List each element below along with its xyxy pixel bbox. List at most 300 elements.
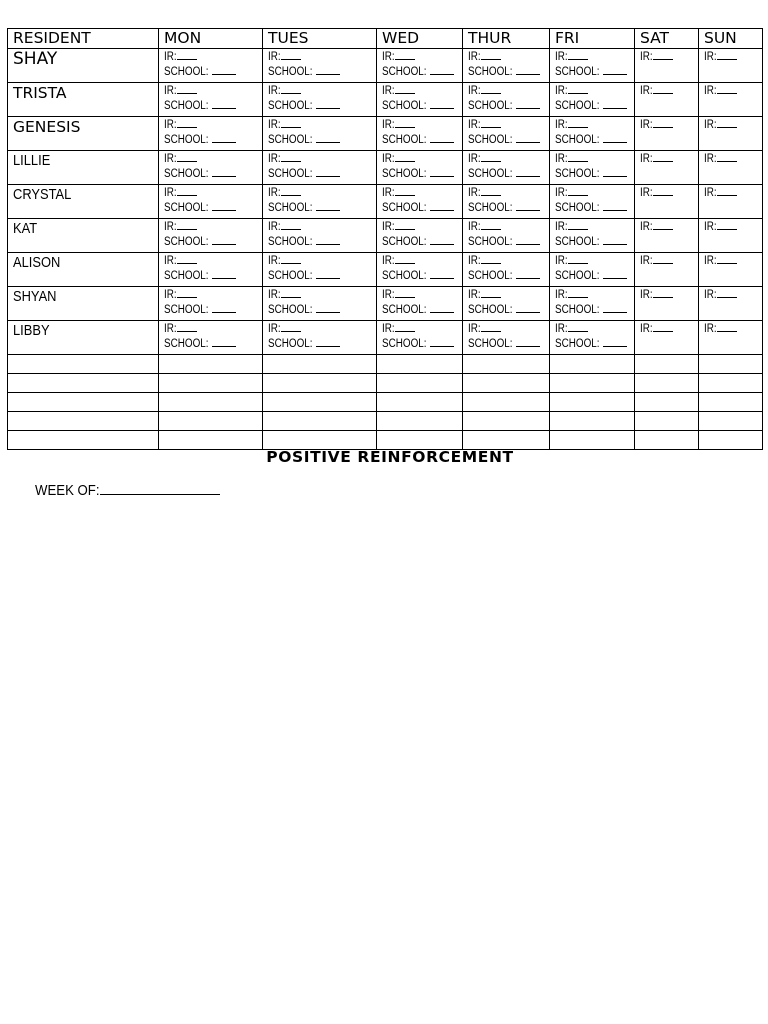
- ir-blank-line[interactable]: [653, 83, 673, 94]
- school-blank-line[interactable]: [212, 200, 236, 211]
- ir-blank-line[interactable]: [481, 151, 501, 162]
- ir-blank-line[interactable]: [395, 117, 415, 128]
- ir-field: [382, 253, 462, 268]
- ir-label: IR:: [164, 221, 177, 233]
- ir-blank-line[interactable]: [281, 253, 301, 264]
- school-blank-line[interactable]: [603, 302, 627, 313]
- school-field: [382, 200, 462, 215]
- day-cell-fri: [550, 83, 635, 117]
- school-blank-line[interactable]: [430, 98, 454, 109]
- ir-label: IR:: [704, 85, 717, 97]
- blank-cell[interactable]: [263, 431, 377, 450]
- school-blank-line[interactable]: [316, 64, 340, 75]
- school-blank-line[interactable]: [516, 268, 540, 279]
- ir-blank-line[interactable]: [568, 219, 588, 230]
- day-cell-tues: [263, 253, 377, 287]
- ir-field: [704, 185, 762, 200]
- day-cell-sun: [699, 253, 763, 287]
- school-field: [468, 268, 549, 283]
- blank-cell[interactable]: [377, 374, 463, 393]
- resident-name: SHAY: [13, 49, 58, 69]
- ir-blank-line[interactable]: [395, 219, 415, 230]
- ir-field: [164, 287, 262, 302]
- day-cell-sat: [635, 151, 699, 185]
- ir-field: [268, 219, 376, 234]
- ir-label: IR:: [555, 255, 568, 267]
- ir-blank-line[interactable]: [717, 253, 737, 264]
- school-blank-line[interactable]: [316, 302, 340, 313]
- ir-field: [468, 321, 549, 336]
- ir-label: IR:: [704, 323, 717, 335]
- ir-blank-line[interactable]: [481, 83, 501, 94]
- school-blank-line[interactable]: [430, 166, 454, 177]
- day-cell-sun: [699, 117, 763, 151]
- blank-cell[interactable]: [550, 355, 635, 374]
- ir-blank-line[interactable]: [481, 117, 501, 128]
- resident-name: KAT: [13, 220, 38, 237]
- ir-label: IR:: [555, 119, 568, 131]
- blank-cell[interactable]: [463, 393, 550, 412]
- ir-blank-line[interactable]: [568, 117, 588, 128]
- day-cell-sat: [635, 117, 699, 151]
- blank-row: [8, 374, 763, 393]
- school-blank-line[interactable]: [516, 98, 540, 109]
- ir-blank-line[interactable]: [281, 287, 301, 298]
- school-blank-line[interactable]: [516, 234, 540, 245]
- ir-field: [555, 49, 634, 64]
- school-field: [164, 336, 262, 351]
- ir-field: [382, 49, 462, 64]
- ir-field: [382, 185, 462, 200]
- blank-cell[interactable]: [377, 355, 463, 374]
- blank-cell[interactable]: [699, 431, 763, 450]
- blank-cell[interactable]: [159, 393, 263, 412]
- resident-name: SHYAN: [13, 288, 57, 305]
- resident-name-cell: [8, 117, 159, 151]
- day-cell-sat: [635, 185, 699, 219]
- school-blank-line[interactable]: [430, 234, 454, 245]
- day-cell-wed: [377, 117, 463, 151]
- ir-blank-line[interactable]: [177, 151, 197, 162]
- school-blank-line[interactable]: [516, 302, 540, 313]
- ir-blank-line[interactable]: [717, 219, 737, 230]
- table-row: [8, 287, 763, 321]
- day-cell-tues: [263, 83, 377, 117]
- ir-blank-line[interactable]: [481, 219, 501, 230]
- school-blank-line[interactable]: [316, 166, 340, 177]
- school-blank-line[interactable]: [212, 166, 236, 177]
- school-blank-line[interactable]: [212, 234, 236, 245]
- day-cell-fri: [550, 185, 635, 219]
- school-blank-line[interactable]: [603, 234, 627, 245]
- blank-cell[interactable]: [699, 412, 763, 431]
- school-field: [268, 132, 376, 147]
- ir-field: [704, 219, 762, 234]
- ir-blank-line[interactable]: [481, 287, 501, 298]
- school-label: SCHOOL:: [164, 168, 209, 180]
- day-cell-wed: [377, 321, 463, 355]
- column-header-sat: SAT: [635, 29, 699, 49]
- day-cell-fri: [550, 151, 635, 185]
- ir-blank-line[interactable]: [177, 49, 197, 60]
- school-field: [164, 302, 262, 317]
- blank-cell[interactable]: [8, 393, 159, 412]
- blank-cell[interactable]: [159, 355, 263, 374]
- school-blank-line[interactable]: [212, 98, 236, 109]
- blank-cell[interactable]: [550, 393, 635, 412]
- school-label: SCHOOL:: [268, 304, 313, 316]
- school-field: [164, 166, 262, 181]
- ir-blank-line[interactable]: [717, 49, 737, 60]
- ir-blank-line[interactable]: [481, 185, 501, 196]
- ir-blank-line[interactable]: [177, 117, 197, 128]
- ir-blank-line[interactable]: [653, 185, 673, 196]
- blank-cell[interactable]: [550, 374, 635, 393]
- ir-blank-line[interactable]: [395, 253, 415, 264]
- ir-blank-line[interactable]: [717, 83, 737, 94]
- blank-cell[interactable]: [635, 431, 699, 450]
- ir-label: IR:: [555, 187, 568, 199]
- ir-field: [268, 287, 376, 302]
- blank-cell[interactable]: [8, 431, 159, 450]
- ir-label: IR:: [268, 85, 281, 97]
- school-blank-line[interactable]: [212, 302, 236, 313]
- school-blank-line[interactable]: [212, 64, 236, 75]
- school-blank-line[interactable]: [430, 132, 454, 143]
- school-blank-line[interactable]: [603, 64, 627, 75]
- ir-blank-line[interactable]: [395, 49, 415, 60]
- ir-blank-line[interactable]: [395, 151, 415, 162]
- school-field: [268, 200, 376, 215]
- school-blank-line[interactable]: [316, 132, 340, 143]
- school-label: SCHOOL:: [468, 100, 513, 112]
- blank-cell[interactable]: [159, 431, 263, 450]
- ir-blank-line[interactable]: [653, 253, 673, 264]
- day-cell-thur: [463, 287, 550, 321]
- day-cell-tues: [263, 287, 377, 321]
- ir-blank-line[interactable]: [653, 219, 673, 230]
- ir-field: [640, 151, 698, 166]
- ir-label: IR:: [640, 187, 653, 199]
- school-blank-line[interactable]: [603, 268, 627, 279]
- ir-blank-line[interactable]: [281, 117, 301, 128]
- resident-name-cell: [8, 83, 159, 117]
- ir-field: [640, 83, 698, 98]
- ir-label: IR:: [640, 289, 653, 301]
- blank-cell[interactable]: [635, 393, 699, 412]
- ir-label: IR:: [268, 289, 281, 301]
- ir-field: [268, 253, 376, 268]
- blank-cell[interactable]: [635, 374, 699, 393]
- blank-cell[interactable]: [263, 393, 377, 412]
- header-row: [8, 29, 763, 49]
- school-field: [268, 166, 376, 181]
- resident-name-cell: [8, 219, 159, 253]
- school-blank-line[interactable]: [316, 234, 340, 245]
- school-label: SCHOOL:: [468, 270, 513, 282]
- ir-blank-line[interactable]: [177, 219, 197, 230]
- ir-field: [164, 151, 262, 166]
- school-label: SCHOOL:: [268, 134, 313, 146]
- resident-name: ALISON: [13, 254, 61, 271]
- blank-cell[interactable]: [8, 412, 159, 431]
- day-cell-mon: [159, 185, 263, 219]
- ir-blank-line[interactable]: [177, 185, 197, 196]
- ir-blank-line[interactable]: [177, 253, 197, 264]
- ir-blank-line[interactable]: [281, 151, 301, 162]
- blank-cell[interactable]: [159, 412, 263, 431]
- ir-label: IR:: [382, 187, 395, 199]
- day-cell-wed: [377, 49, 463, 83]
- school-blank-line[interactable]: [316, 336, 340, 347]
- ir-field: [640, 185, 698, 200]
- blank-cell[interactable]: [699, 393, 763, 412]
- ir-label: IR:: [382, 289, 395, 301]
- column-header-wed: WED: [377, 29, 463, 49]
- day-cell-thur: [463, 83, 550, 117]
- ir-blank-line[interactable]: [481, 321, 501, 332]
- ir-label: IR:: [468, 323, 481, 335]
- school-label: SCHOOL:: [555, 66, 600, 78]
- school-field: [268, 234, 376, 249]
- school-label: SCHOOL:: [164, 338, 209, 350]
- blank-cell[interactable]: [8, 374, 159, 393]
- ir-field: [555, 151, 634, 166]
- blank-cell[interactable]: [377, 431, 463, 450]
- school-field: [468, 98, 549, 113]
- day-cell-sun: [699, 287, 763, 321]
- blank-cell[interactable]: [463, 431, 550, 450]
- ir-blank-line[interactable]: [281, 321, 301, 332]
- school-blank-line[interactable]: [603, 200, 627, 211]
- ir-label: IR:: [704, 221, 717, 233]
- table-row: [8, 117, 763, 151]
- column-header-thur: THUR: [463, 29, 550, 49]
- day-cell-mon: [159, 117, 263, 151]
- ir-blank-line[interactable]: [717, 117, 737, 128]
- school-label: SCHOOL:: [382, 202, 427, 214]
- ir-blank-line[interactable]: [395, 185, 415, 196]
- ir-blank-line[interactable]: [177, 287, 197, 298]
- ir-blank-line[interactable]: [653, 151, 673, 162]
- school-label: SCHOOL:: [555, 100, 600, 112]
- ir-label: IR:: [382, 153, 395, 165]
- resident-name-cell: [8, 185, 159, 219]
- school-blank-line[interactable]: [430, 64, 454, 75]
- ir-label: IR:: [164, 51, 177, 63]
- ir-label: IR:: [704, 153, 717, 165]
- school-blank-line[interactable]: [316, 200, 340, 211]
- ir-blank-line[interactable]: [568, 253, 588, 264]
- blank-cell[interactable]: [635, 412, 699, 431]
- ir-blank-line[interactable]: [653, 117, 673, 128]
- ir-field: [268, 185, 376, 200]
- ir-field: [704, 287, 762, 302]
- ir-label: IR:: [268, 51, 281, 63]
- blank-cell[interactable]: [263, 355, 377, 374]
- ir-blank-line[interactable]: [568, 83, 588, 94]
- ir-label: IR:: [555, 221, 568, 233]
- table-row: [8, 185, 763, 219]
- school-label: SCHOOL:: [164, 304, 209, 316]
- ir-label: IR:: [382, 323, 395, 335]
- day-cell-mon: [159, 151, 263, 185]
- ir-blank-line[interactable]: [281, 219, 301, 230]
- blank-cell[interactable]: [8, 355, 159, 374]
- ir-field: [640, 321, 698, 336]
- school-field: [468, 64, 549, 79]
- day-cell-thur: [463, 49, 550, 83]
- school-label: SCHOOL:: [468, 168, 513, 180]
- ir-field: [468, 287, 549, 302]
- school-blank-line[interactable]: [430, 302, 454, 313]
- ir-blank-line[interactable]: [281, 49, 301, 60]
- ir-field: [640, 287, 698, 302]
- resident-name: CRYSTAL: [13, 186, 72, 203]
- ir-blank-line[interactable]: [481, 49, 501, 60]
- resident-name-cell: [8, 287, 159, 321]
- school-label: SCHOOL:: [468, 236, 513, 248]
- ir-blank-line[interactable]: [717, 185, 737, 196]
- ir-field: [382, 287, 462, 302]
- blank-cell[interactable]: [159, 374, 263, 393]
- table-row: [8, 49, 763, 83]
- ir-blank-line[interactable]: [653, 287, 673, 298]
- ir-label: IR:: [640, 221, 653, 233]
- school-label: SCHOOL:: [268, 168, 313, 180]
- blank-cell[interactable]: [635, 355, 699, 374]
- blank-cell[interactable]: [463, 355, 550, 374]
- day-cell-sat: [635, 49, 699, 83]
- school-blank-line[interactable]: [603, 98, 627, 109]
- school-blank-line[interactable]: [212, 132, 236, 143]
- school-label: SCHOOL:: [382, 338, 427, 350]
- table-row: [8, 219, 763, 253]
- school-blank-line[interactable]: [430, 200, 454, 211]
- ir-label: IR:: [468, 221, 481, 233]
- ir-field: [640, 253, 698, 268]
- day-cell-tues: [263, 321, 377, 355]
- table-row: [8, 151, 763, 185]
- day-cell-fri: [550, 49, 635, 83]
- ir-field: [164, 185, 262, 200]
- positive-reinforcement-chart: [7, 28, 763, 450]
- blank-cell[interactable]: [699, 374, 763, 393]
- ir-blank-line[interactable]: [568, 49, 588, 60]
- school-blank-line[interactable]: [603, 336, 627, 347]
- ir-field: [704, 151, 762, 166]
- school-label: SCHOOL:: [555, 236, 600, 248]
- school-blank-line[interactable]: [516, 336, 540, 347]
- school-label: SCHOOL:: [555, 338, 600, 350]
- ir-blank-line[interactable]: [717, 151, 737, 162]
- day-cell-tues: [263, 49, 377, 83]
- ir-blank-line[interactable]: [568, 151, 588, 162]
- week-of-blank-line[interactable]: [100, 480, 220, 495]
- ir-label: IR:: [640, 153, 653, 165]
- school-field: [268, 336, 376, 351]
- school-field: [382, 166, 462, 181]
- ir-field: [704, 117, 762, 132]
- school-blank-line[interactable]: [212, 268, 236, 279]
- school-blank-line[interactable]: [316, 268, 340, 279]
- ir-label: IR:: [382, 255, 395, 267]
- ir-field: [704, 253, 762, 268]
- school-blank-line[interactable]: [603, 166, 627, 177]
- school-blank-line[interactable]: [430, 268, 454, 279]
- school-blank-line[interactable]: [516, 64, 540, 75]
- blank-cell[interactable]: [377, 412, 463, 431]
- day-cell-thur: [463, 321, 550, 355]
- blank-cell[interactable]: [463, 412, 550, 431]
- ir-label: IR:: [382, 221, 395, 233]
- ir-blank-line[interactable]: [177, 321, 197, 332]
- ir-label: IR:: [640, 85, 653, 97]
- school-label: SCHOOL:: [268, 338, 313, 350]
- ir-blank-line[interactable]: [281, 185, 301, 196]
- school-blank-line[interactable]: [316, 98, 340, 109]
- blank-cell[interactable]: [263, 412, 377, 431]
- day-cell-sun: [699, 185, 763, 219]
- school-blank-line[interactable]: [212, 336, 236, 347]
- ir-blank-line[interactable]: [395, 321, 415, 332]
- ir-blank-line[interactable]: [281, 83, 301, 94]
- blank-cell[interactable]: [463, 374, 550, 393]
- resident-name-cell: [8, 253, 159, 287]
- ir-blank-line[interactable]: [177, 83, 197, 94]
- ir-label: IR:: [164, 255, 177, 267]
- ir-blank-line[interactable]: [653, 49, 673, 60]
- blank-cell[interactable]: [550, 431, 635, 450]
- school-field: [468, 132, 549, 147]
- day-cell-mon: [159, 83, 263, 117]
- ir-blank-line[interactable]: [481, 253, 501, 264]
- ir-blank-line[interactable]: [395, 287, 415, 298]
- ir-blank-line[interactable]: [568, 321, 588, 332]
- school-blank-line[interactable]: [516, 132, 540, 143]
- school-field: [268, 302, 376, 317]
- day-cell-sun: [699, 321, 763, 355]
- school-label: SCHOOL:: [382, 236, 427, 248]
- blank-row: [8, 393, 763, 412]
- ir-blank-line[interactable]: [395, 83, 415, 94]
- school-blank-line[interactable]: [516, 200, 540, 211]
- blank-cell[interactable]: [377, 393, 463, 412]
- ir-label: IR:: [468, 255, 481, 267]
- ir-field: [704, 49, 762, 64]
- blank-row: [8, 355, 763, 374]
- resident-name-cell: [8, 49, 159, 83]
- blank-cell[interactable]: [263, 374, 377, 393]
- table-row: [8, 83, 763, 117]
- ir-blank-line[interactable]: [717, 321, 737, 332]
- blank-cell[interactable]: [550, 412, 635, 431]
- ir-blank-line[interactable]: [568, 287, 588, 298]
- ir-blank-line[interactable]: [568, 185, 588, 196]
- school-blank-line[interactable]: [430, 336, 454, 347]
- ir-blank-line[interactable]: [717, 287, 737, 298]
- table-row: [8, 321, 763, 355]
- ir-field: [468, 83, 549, 98]
- school-field: [555, 268, 634, 283]
- ir-blank-line[interactable]: [653, 321, 673, 332]
- ir-field: [382, 321, 462, 336]
- school-blank-line[interactable]: [603, 132, 627, 143]
- ir-field: [164, 49, 262, 64]
- school-field: [555, 200, 634, 215]
- school-blank-line[interactable]: [516, 166, 540, 177]
- blank-cell[interactable]: [699, 355, 763, 374]
